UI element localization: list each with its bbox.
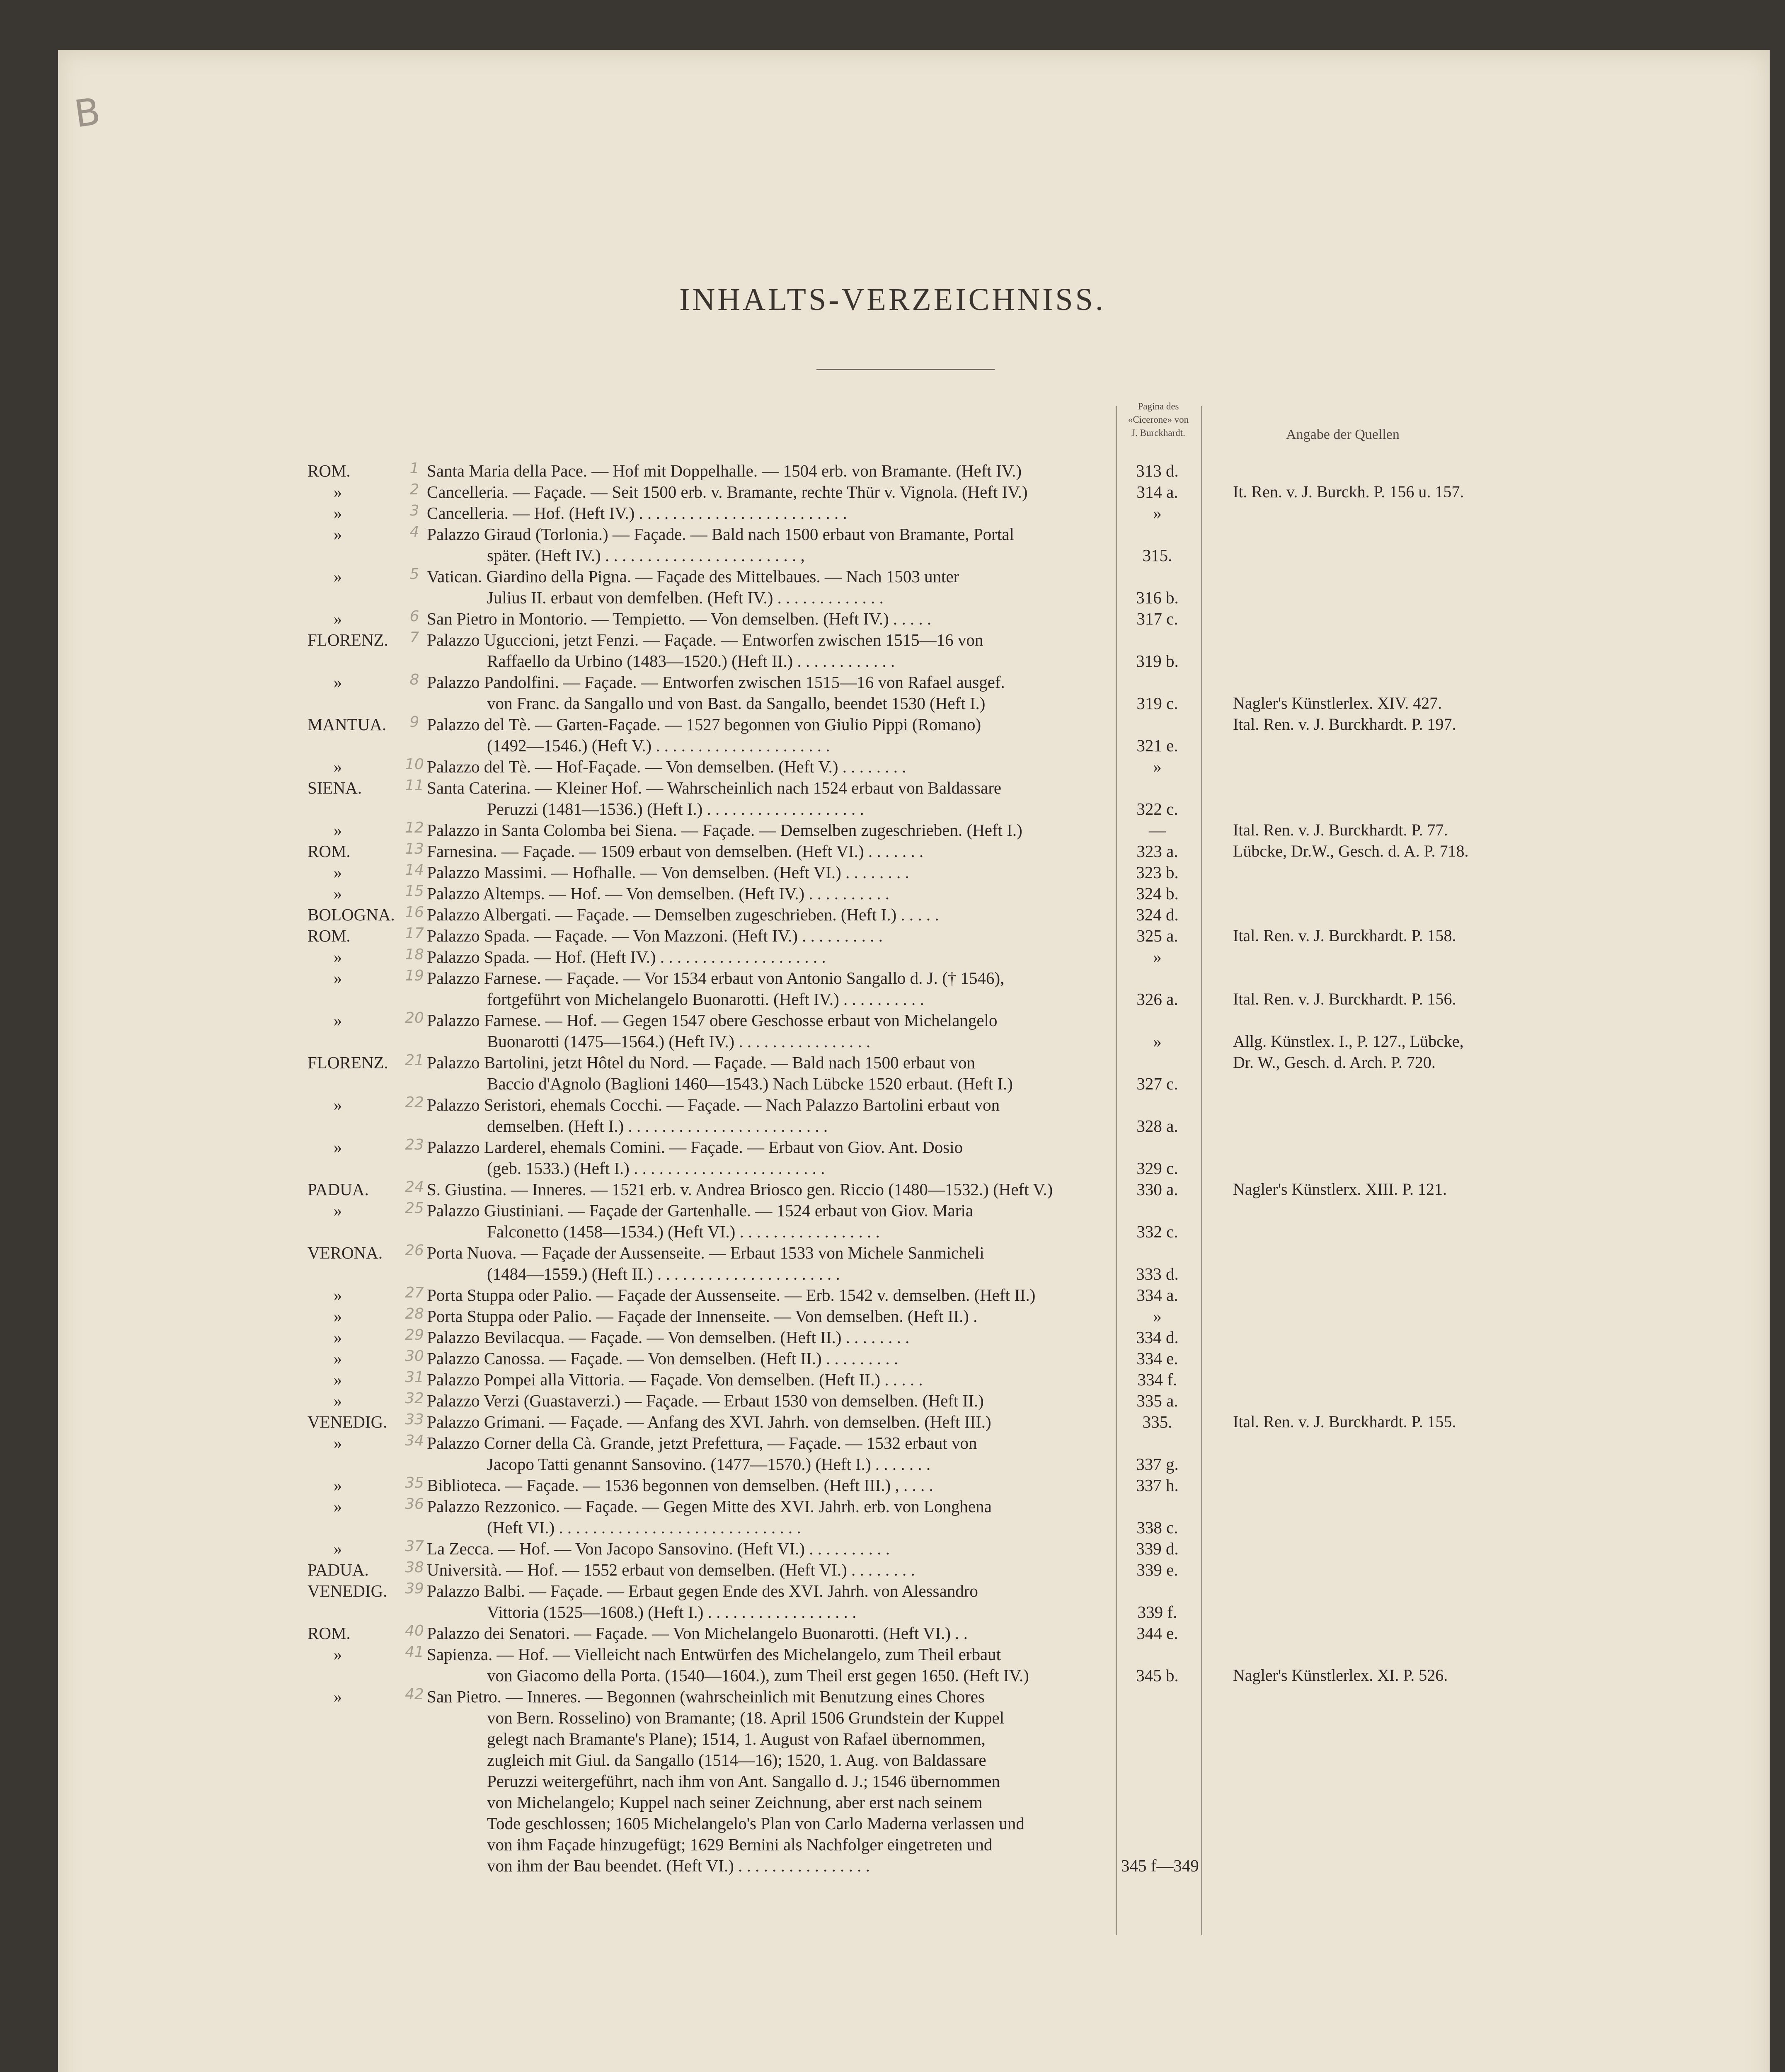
handwritten-plate-number: 24 [405,1179,424,1196]
entry-text: Palazzo Uguccioni, jetzt Fenzi. — Façade. — Entworfen zwischen 1515—16 von [427,630,983,649]
quellen-column-header: Angabe der Quellen [1286,427,1400,442]
ditto-mark: » [333,968,342,988]
table-row [0,1179,1785,1201]
cicerone-page-ref: 337 h. [1136,1476,1179,1495]
table-row [0,1137,1785,1158]
ditto-mark: » [333,1497,342,1516]
entry-text: Palazzo Seristori, ehemals Cocchi. — Façade. — Nach Palazzo Bartolini erbaut von [427,1095,1000,1114]
cicerone-page-ref: 337 g. [1136,1455,1179,1474]
handwritten-plate-number: 10 [405,756,424,773]
handwritten-plate-number: 28 [405,1305,424,1322]
table-row [0,841,1785,862]
entry-text: von Franc. da Sangallo und von Bast. da Sangallo, beendet 1530 (Heft I.) [487,694,986,713]
place-label: FLORENZ. [308,630,388,649]
place-label: ROM. [308,926,351,945]
cicerone-page-ref: — [1149,821,1166,840]
cicerone-page-ref: » [1153,1032,1162,1051]
handwritten-plate-number: 15 [405,883,424,900]
source-reference: Nagler's Künstlerlex. XI. P. 526. [1233,1666,1448,1685]
table-row [0,1729,1785,1750]
place-label: VENEDIG. [308,1412,388,1431]
ditto-mark: » [333,1307,342,1326]
page-title: INHALTS-VERZEICHNISS. [679,282,1106,317]
entry-text: Palazzo Canossa. — Façade. — Von demselben. (Heft II.) . . . . . . . . . [427,1349,899,1368]
table-row [0,1708,1785,1729]
handwritten-plate-number: 39 [405,1580,424,1597]
table-row [0,630,1785,651]
handwritten-plate-number: 35 [405,1474,424,1491]
table-row [0,588,1785,609]
table-row [0,1412,1785,1433]
cicerone-page-ref: 339 e. [1136,1560,1178,1579]
entry-text: Palazzo Massimi. — Hofhalle. — Von demselben. (Heft VI.) . . . . . . . . [427,863,909,882]
handwritten-plate-number: 33 [405,1411,424,1428]
cicerone-page-ref: 324 b. [1136,884,1179,903]
entry-text: Sapienza. — Hof. — Vielleicht nach Entwürfen des Michelangelo, zum Theil erbaut [427,1645,1001,1664]
ditto-mark: » [333,1370,342,1389]
table-row [0,1433,1785,1454]
entry-text: Raffaello da Urbino (1483—1520.) (Heft II.) . . . . . . . . . . . . [487,651,895,670]
ditto-mark: » [333,1433,342,1452]
ditto-mark: » [333,1138,342,1157]
ditto-mark: » [333,1476,342,1495]
table-row [0,884,1785,905]
entry-text: Palazzo Pompei alla Vittoria. — Façade. Von demselben. (Heft II.) . . . . . [427,1370,923,1389]
entry-text: Palazzo del Tè. — Garten-Façade. — 1527 begonnen von Giulio Pippi (Romano) [427,715,981,734]
handwritten-plate-number: 20 [405,1009,424,1026]
table-row [0,609,1785,630]
place-label: ROM. [308,842,351,861]
place-label: BOLOGNA. [308,905,395,924]
cicerone-page-ref: 330 a. [1136,1180,1178,1199]
table-row [0,905,1785,926]
cicerone-page-ref: 319 b. [1136,651,1179,670]
place-label: VENEDIG. [308,1581,388,1600]
handwritten-plate-number: 27 [405,1284,424,1301]
table-row [0,1813,1785,1835]
handwritten-plate-number: 11 [405,777,424,794]
entry-text: Porta Nuova. — Façade der Aussenseite. — Erbaut 1533 von Michele Sanmicheli [427,1243,984,1262]
table-row [0,482,1785,503]
table-row [0,1771,1785,1792]
cicerone-page-ref: 313 d. [1136,461,1179,480]
cicerone-page-ref: 329 c. [1136,1159,1178,1178]
ditto-mark: » [333,1687,342,1706]
entry-text: Santa Maria della Pace. — Hof mit Doppelhalle. — 1504 erb. von Bramante. (Heft IV.) [427,461,1022,480]
source-reference: Ital. Ren. v. J. Burckhardt. P. 197. [1233,715,1456,733]
ditto-mark: » [333,673,342,692]
ditto-mark: » [333,1391,342,1410]
entry-text: Palazzo Spada. — Façade. — Von Mazzoni. (Heft IV.) . . . . . . . . . . [427,926,883,945]
entry-text: Cancelleria. — Façade. — Seit 1500 erb. v. Bramante, rechte Thür v. Vignola. (Heft IV.) [427,482,1028,501]
cicerone-page-ref: 335. [1142,1412,1172,1431]
entry-text: Palazzo Corner della Cà. Grande, jetzt Prefettura, — Façade. — 1532 erbaut von [427,1433,977,1452]
handwritten-plate-number: 23 [405,1136,424,1153]
place-label: FLORENZ. [308,1053,388,1072]
place-label: PADUA. [308,1180,369,1199]
table-row [0,1518,1785,1539]
table-row [0,1750,1785,1771]
table-row [0,778,1785,799]
table-row [0,1496,1785,1518]
entry-text: (Heft VI.) . . . . . . . . . . . . . . . . . . . . . . . . . . . . . [487,1518,801,1537]
table-row [0,1053,1785,1074]
handwritten-plate-number: 38 [405,1559,424,1576]
table-row [0,1792,1785,1813]
table-row [0,1665,1785,1687]
entry-text: Palazzo Verzi (Guastaverzi.) — Façade. — Erbaut 1530 von demselben. (Heft II.) [427,1391,984,1410]
cicerone-page-ref: 321 e. [1136,736,1178,755]
table-row [0,1560,1785,1581]
table-row [0,862,1785,884]
entry-text: Palazzo dei Senatori. — Façade. — Von Michelangelo Buonarotti. (Heft VI.) . . [427,1624,968,1643]
table-row [0,1391,1785,1412]
entry-text: Palazzo Albergati. — Façade. — Demselben zugeschrieben. (Heft I.) . . . . . [427,905,939,924]
table-row [0,1454,1785,1475]
pagina-header-line: J. Burckhardt. [1131,428,1185,438]
pagina-column-header [1119,400,1198,440]
entry-text: von ihm Façade hinzugefügt; 1629 Bernini als Nachfolger eingetreten und [487,1835,993,1854]
ditto-mark: » [333,821,342,840]
table-row [0,926,1785,947]
handwritten-plate-number: 18 [405,946,424,963]
source-reference: It. Ren. v. J. Burckh. P. 156 u. 157. [1233,482,1464,501]
handwritten-plate-number: 26 [405,1242,424,1259]
cicerone-page-ref: 332 c. [1136,1222,1178,1241]
table-row [0,1285,1785,1306]
handwritten-plate-number: 3 [409,502,419,519]
table-row [0,1348,1785,1370]
cicerone-page-ref: 322 c. [1136,799,1178,818]
source-reference: Dr. W., Gesch. d. Arch. P. 720. [1233,1053,1436,1072]
ditto-mark: » [333,567,342,586]
entry-text: Università. — Hof. — 1552 erbaut von demselben. (Heft VI.) . . . . . . . . [427,1560,915,1579]
table-row [0,1031,1785,1053]
ditto-mark: » [333,525,342,544]
handwritten-plate-number: 14 [405,862,424,879]
entry-text: von ihm der Bau beendet. (Heft VI.) . . . . . . . . . . . . . . . . [487,1856,870,1875]
handwritten-plate-number: 22 [405,1094,424,1111]
table-row [0,947,1785,968]
table-row [0,968,1785,989]
cicerone-page-ref: 325 a. [1136,926,1178,945]
handwritten-plate-number: 17 [405,925,424,942]
cicerone-page-ref: 345 b. [1136,1666,1179,1685]
entry-text: Falconetto (1458—1534.) (Heft VI.) . . . . . . . . . . . . . . . . . [487,1222,880,1241]
entry-text: Palazzo Giustiniani. — Façade der Gartenhalle. — 1524 erbaut von Giov. Maria [427,1201,974,1220]
entry-text: Peruzzi (1481—1536.) (Heft I.) . . . . . . . . . . . . . . . . . . . [487,799,864,818]
entry-text: Peruzzi weitergeführt, nach ihm von Ant. Sangallo d. J.; 1546 übernommen [487,1772,1000,1791]
entry-text: Palazzo Farnese. — Hof. — Gegen 1547 obere Geschosse erbaut von Michelangelo [427,1011,998,1030]
place-label: ROM. [308,461,351,480]
entry-text: später. (Heft IV.) . . . . . . . . . . . . . . . . . . . . . . . , [487,546,805,565]
table-row [0,1327,1785,1348]
entry-text: Porta Stuppa oder Palio. — Façade der Innenseite. — Von demselben. (Heft II.) . [427,1307,978,1326]
entry-text: Vittoria (1525—1608.) (Heft I.) . . . . . . . . . . . . . . . . . . [487,1602,857,1622]
cicerone-page-ref: 334 d. [1136,1328,1179,1347]
source-reference: Ital. Ren. v. J. Burckhardt. P. 77. [1233,821,1448,839]
entry-text: (1492—1546.) (Heft V.) . . . . . . . . . . . . . . . . . . . . . [487,736,830,755]
handwritten-plate-number: 32 [405,1390,424,1407]
cicerone-page-ref: 345 f—349 [1121,1856,1199,1875]
source-reference: Lübcke, Dr.W., Gesch. d. A. P. 718. [1233,842,1469,860]
handwritten-plate-number: 30 [405,1348,424,1365]
cicerone-page-ref: 334 a. [1136,1285,1178,1305]
entry-text: von Giacomo della Porta. (1540—1604.), zum Theil erst gegen 1650. (Heft IV.) [487,1666,1029,1685]
ditto-mark: » [333,609,342,628]
entry-text: von Michelangelo; Kuppel nach seiner Zeichnung, aber erst nach seinem [487,1793,983,1812]
entry-text: fortgeführt von Michelangelo Buonarotti. (Heft IV.) . . . . . . . . . . [487,990,924,1009]
cicerone-page-ref: 333 d. [1136,1264,1179,1283]
contents-table [0,461,1785,1877]
entry-text: Palazzo Giraud (Torlonia.) — Façade. — Bald nach 1500 erbaut von Bramante, Portal [427,525,1014,544]
entry-text: Palazzo Spada. — Hof. (Heft IV.) . . . . . . . . . . . . . . . . . . . . [427,947,826,966]
pagina-header-line: «Cicerone» von [1128,414,1189,425]
handwritten-plate-number: 42 [405,1686,424,1703]
table-row [0,651,1785,672]
source-reference: Allg. Künstlex. I., P. 127., Lübcke, [1233,1032,1464,1051]
ditto-mark: » [333,757,342,776]
ditto-mark: » [333,503,342,523]
table-row [0,524,1785,545]
cicerone-page-ref: » [1153,757,1162,776]
cicerone-page-ref: » [1153,1307,1162,1326]
handwritten-plate-number: 19 [405,967,424,984]
entry-text: demselben. (Heft I.) . . . . . . . . . . . . . . . . . . . . . . . . [487,1116,828,1135]
cicerone-page-ref: 317 c. [1136,609,1178,628]
table-row [0,1623,1785,1644]
entry-text: Palazzo Pandolfini. — Façade. — Entworfen zwischen 1515—16 von Rafael ausgef. [427,673,1005,692]
cicerone-page-ref: 334 e. [1136,1349,1178,1368]
table-row [0,736,1785,757]
handwritten-plate-number: 6 [409,608,419,625]
cicerone-page-ref: 344 e. [1136,1624,1178,1643]
handwritten-plate-number: 36 [405,1496,424,1513]
handwritten-plate-number: 4 [409,523,419,540]
cicerone-page-ref: 323 a. [1136,842,1178,861]
cicerone-page-ref: 324 d. [1136,905,1179,924]
ditto-mark: » [333,1328,342,1347]
table-row [0,1158,1785,1179]
table-row [0,1306,1785,1327]
place-label: ROM. [308,1624,351,1643]
place-label: VERONA. [308,1243,383,1262]
table-row [0,1201,1785,1222]
entry-text: Palazzo Farnese. — Façade. — Vor 1534 erbaut von Antonio Sangallo d. J. († 1546), [427,968,1005,988]
source-reference: Ital. Ren. v. J. Burckhardt. P. 158. [1233,926,1456,945]
cicerone-page-ref: 323 b. [1136,863,1179,882]
cicerone-page-ref: 339 f. [1137,1602,1177,1622]
table-row [0,1602,1785,1623]
entry-text: zugleich mit Giul. da Sangallo (1514—16); 1520, 1. Aug. von Baldassare [487,1750,986,1769]
table-row [0,1095,1785,1116]
table-row [0,1074,1785,1095]
entry-text: Porta Stuppa oder Palio. — Façade der Aussenseite. — Erb. 1542 v. demselben. (Heft II.) [427,1285,1036,1305]
ditto-mark: » [333,1095,342,1114]
entry-text: Palazzo in Santa Colomba bei Siena. — Façade. — Demselben zugeschrieben. (Heft I.) [427,821,1022,840]
table-row [0,1539,1785,1560]
entry-text: Palazzo Bartolini, jetzt Hôtel du Nord. — Façade. — Bald nach 1500 erbaut von [427,1053,976,1072]
handwritten-plate-number: 31 [405,1369,424,1386]
ditto-mark: » [333,1011,342,1030]
cicerone-page-ref: 339 d. [1136,1539,1179,1558]
ditto-mark: » [333,482,342,501]
title-rule [816,369,995,370]
table-row [0,989,1785,1010]
ditto-mark: » [333,1201,342,1220]
cicerone-page-ref: 338 c. [1136,1518,1178,1537]
table-row [0,1475,1785,1496]
entry-text: S. Giustina. — Inneres. — 1521 erb. v. Andrea Briosco gen. Riccio (1480—1532.) (Heft V.) [427,1180,1053,1199]
table-row [0,672,1785,693]
entry-text: Cancelleria. — Hof. (Heft IV.) . . . . . . . . . . . . . . . . . . . . . . . . . [427,503,847,523]
handwritten-plate-number: 34 [405,1432,424,1449]
handwritten-plate-number: 16 [405,904,424,921]
entry-text: Biblioteca. — Façade. — 1536 begonnen von demselben. (Heft III.) , . . . . [427,1476,933,1495]
entry-text: Palazzo del Tè. — Hof-Façade. — Von demselben. (Heft V.) . . . . . . . . [427,757,906,776]
entry-text: (1484—1559.) (Heft II.) . . . . . . . . . . . . . . . . . . . . . . [487,1264,840,1283]
table-row [0,566,1785,588]
table-row [0,1835,1785,1856]
place-label: SIENA. [308,778,362,797]
handwritten-plate-number: 7 [409,629,419,646]
source-reference: Ital. Ren. v. J. Burckhardt. P. 156. [1233,990,1456,1008]
table-row [0,1581,1785,1602]
ditto-mark: » [333,1645,342,1664]
entry-text: La Zecca. — Hof. — Von Jacopo Sansovino. (Heft VI.) . . . . . . . . . . [427,1539,890,1558]
table-row [0,1687,1785,1708]
entry-text: Vatican. Giardino della Pigna. — Façade des Mittelbaues. — Nach 1503 unter [427,567,959,586]
table-row [0,714,1785,736]
entry-text: Palazzo Rezzonico. — Façade. — Gegen Mitte des XVI. Jahrh. erb. von Longhena [427,1497,992,1516]
table-row [0,1264,1785,1285]
cicerone-page-ref: 334 f. [1137,1370,1177,1389]
table-row [0,1243,1785,1264]
table-row [0,1370,1785,1391]
cicerone-page-ref: 326 a. [1136,990,1178,1009]
handwritten-plate-number: 13 [405,840,424,857]
entry-text: Palazzo Bevilacqua. — Façade. — Von demselben. (Heft II.) . . . . . . . . [427,1328,910,1347]
entry-text: Buonarotti (1475—1564.) (Heft IV.) . . . . . . . . . . . . . . . . [487,1032,871,1051]
handwritten-plate-number: 1 [409,460,419,477]
cicerone-page-ref: 335 a. [1136,1391,1178,1410]
table-row [0,693,1785,714]
ditto-mark: » [333,947,342,966]
table-row [0,461,1785,482]
ditto-mark: » [333,1349,342,1368]
place-label: MANTUA. [308,715,387,734]
table-row [0,1856,1785,1877]
table-row [0,1116,1785,1137]
entry-text: Julius II. erbaut von demfelben. (Heft IV.) . . . . . . . . . . . . . [487,588,884,607]
entry-text: San Pietro. — Inneres. — Begonnen (wahrscheinlich mit Benutzung eines Chores [427,1687,985,1706]
ditto-mark: » [333,863,342,882]
table-row [0,545,1785,566]
cicerone-page-ref: 327 c. [1136,1074,1178,1093]
handwritten-plate-number: 2 [409,481,419,498]
entry-text: Farnesina. — Façade. — 1509 erbaut von demselben. (Heft VI.) . . . . . . . [427,842,924,861]
source-reference: Nagler's Künstlerlex. XIV. 427. [1233,694,1442,712]
handwritten-plate-number: 9 [409,714,419,731]
table-row [0,820,1785,841]
ditto-mark: » [333,1539,342,1558]
handwritten-plate-number: 41 [405,1644,424,1661]
table-row [0,1010,1785,1031]
ditto-mark: » [333,1285,342,1305]
entry-text: Santa Caterina. — Kleiner Hof. — Wahrscheinlich nach 1524 erbaut von Baldassare [427,778,1002,797]
table-row [0,1222,1785,1243]
entry-text: von Bern. Rosselino) von Bramante; (18. April 1506 Grundstein der Kuppel [487,1708,1005,1727]
entry-text: gelegt nach Bramante's Plane); 1514, 1. August von Rafael übernommen, [487,1729,986,1748]
handwritten-plate-number: 12 [405,819,424,836]
entry-text: San Pietro in Montorio. — Tempietto. — Von demselben. (Heft IV.) . . . . . [427,609,932,628]
handwritten-plate-number: 21 [405,1052,424,1069]
place-label: PADUA. [308,1560,369,1579]
entry-text: Palazzo Altemps. — Hof. — Von demselben. (Heft IV.) . . . . . . . . . . [427,884,889,903]
cicerone-page-ref: 319 c. [1136,694,1178,713]
pagina-header-line: Pagina des [1138,401,1179,411]
cicerone-page-ref: » [1153,947,1162,966]
entry-text: Tode geschlossen; 1605 Michelangelo's Plan von Carlo Maderna verlassen und [487,1814,1024,1833]
handwritten-plate-number: 5 [409,566,419,583]
source-reference: Nagler's Künstlerx. XIII. P. 121. [1233,1180,1447,1198]
handwritten-plate-number: 29 [405,1326,424,1343]
entry-text: Palazzo Grimani. — Façade. — Anfang des XVI. Jahrh. von demselben. (Heft III.) [427,1412,991,1431]
ditto-mark: » [333,884,342,903]
handwritten-plate-number: 8 [409,671,419,688]
cicerone-page-ref: 315. [1142,546,1172,565]
table-row [0,1644,1785,1665]
table-row [0,503,1785,524]
entry-text: Jacopo Tatti genannt Sansovino. (1477—1570.) (Heft I.) . . . . . . . [487,1455,931,1474]
handwritten-plate-number: 25 [405,1200,424,1217]
table-row [0,757,1785,778]
entry-text: Palazzo Larderel, ehemals Comini. — Façade. — Erbaut von Giov. Ant. Dosio [427,1138,963,1157]
cicerone-page-ref: » [1153,503,1162,523]
handwritten-plate-number: 37 [405,1538,424,1555]
source-reference: Ital. Ren. v. J. Burckhardt. P. 155. [1233,1412,1456,1431]
entry-text: Baccio d'Agnolo (Baglioni 1460—1543.) Nach Lübcke 1520 erbaut. (Heft I.) [487,1074,1013,1093]
table-row [0,799,1785,820]
entry-text: (geb. 1533.) (Heft I.) . . . . . . . . . . . . . . . . . . . . . . . [487,1159,825,1178]
cicerone-page-ref: 328 a. [1136,1116,1178,1135]
handwritten-corner-mark: B [71,90,103,136]
entry-text: Palazzo Balbi. — Façade. — Erbaut gegen Ende des XVI. Jahrh. von Alessandro [427,1581,978,1600]
cicerone-page-ref: 316 b. [1136,588,1179,607]
handwritten-plate-number: 40 [405,1622,424,1639]
cicerone-page-ref: 314 a. [1136,482,1178,501]
